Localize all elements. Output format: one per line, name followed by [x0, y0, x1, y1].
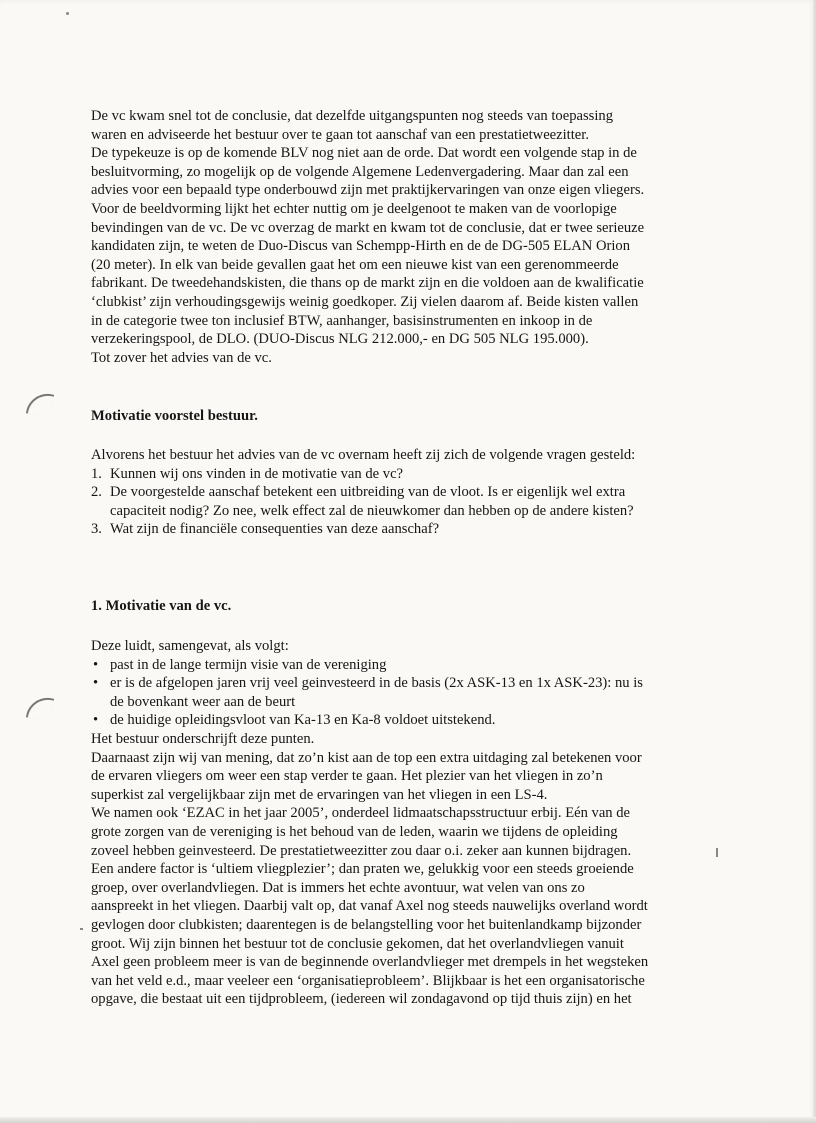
punch-hole-mark [26, 694, 54, 722]
text-line: De voorgestelde aanschaf betekent een uitbreiding van de vloot. Is er eigenlijk wel extra [110, 484, 626, 501]
text-line: Voor de beeldvorming lijkt het echter nuttig om je deelgenoot te maken van de voorlopige [91, 200, 617, 217]
bullet-item [91, 674, 701, 711]
scan-speck [80, 928, 83, 930]
question-number: 2. [91, 484, 102, 501]
text-line: De typekeuze is op de komende BLV nog niet aan de orde. Dat wordt een volgende stap in de [91, 145, 637, 162]
text-line: gevlogen door clubkisten; daarentegen is de belangstelling voor het buitenlandkamp bijzonder [91, 916, 642, 933]
text-line: Wat zijn de financiële consequenties van deze aanschaf? [110, 521, 440, 538]
text-line: de bovenkant weer aan de beurt [110, 693, 296, 710]
question-item [91, 465, 701, 484]
questions-block [91, 446, 701, 539]
bullet-item [91, 711, 701, 730]
text-line: kandidaten zijn, te weten de Duo-Discus van Schempp-Hirth en de de DG-505 ELAN Orion [91, 238, 631, 255]
text-line: er is de afgelopen jaren vrij veel geinvesteerd in de basis (2x ASK-13 en 1x ASK-23): nu is [110, 675, 643, 692]
text-line: ‘clubkist’ zijn verhoudingsgewijs weinig goedkoper. Zij vielen daarom af. Beide kisten vallen [91, 293, 639, 310]
text-line: Het bestuur onderschrijft deze punten. [91, 730, 315, 747]
intro-question: Alvorens het bestuur het advies van de vc overnam heeft zij zich de volgende vragen gesteld: [91, 447, 636, 463]
bullet-icon: • [93, 675, 99, 692]
question-item [91, 520, 701, 539]
paragraph-bestuur-motivatie [91, 730, 701, 1009]
question-number: 3. [91, 521, 102, 538]
text-line: Tot zover het advies van de vc. [91, 349, 272, 366]
text-line: grote zorgen van de vereniging is het behoud van de leden, waarin we tijdens de opleiding [91, 823, 618, 840]
scan-speck [66, 12, 69, 15]
text-line: bevindingen van de vc. De vc overzag de markt en kwam tot de conclusie, dat er twee serieuze [91, 219, 645, 236]
question-number: 1. [91, 465, 102, 482]
text-line: aanspreekt in het vliegen. Daarbij valt op, dat vanaf Axel nog steeds nauwelijks overland wordt [91, 898, 648, 915]
bullet-item [91, 656, 701, 675]
text-line: zoveel hebben geinvesteerd. De prestatietweezitter zou daar o.i. zeker aan kunnen bijdragen. [91, 842, 632, 859]
text-line: advies voor een bepaald type onderbouwd zijn met praktijkervaringen van onze eigen vliegers. [91, 182, 645, 199]
heading-motivatie-van-de-vc: 1. Motivatie van de vc. [91, 598, 232, 614]
text-line: waren en adviseerde het bestuur over te gaan tot aanschaf van een prestatietweezitter. [91, 126, 589, 143]
text-line: Een andere factor is ‘ultiem vliegplezier’; dan praten we, gelukkig voor een steeds groeiende [91, 861, 634, 878]
bullet-icon: • [93, 712, 99, 729]
punch-hole-mark [26, 390, 54, 418]
text-line: Kunnen wij ons vinden in de motivatie van de vc? [110, 465, 404, 482]
question-item [91, 483, 701, 520]
section-1-intro: Deze luidt, samengevat, als volgt: [91, 638, 289, 654]
text-line: (20 meter). In elk van beide gevallen gaat het om een nieuwe kist van een gerenommeerde [91, 256, 619, 273]
scan-speck [716, 848, 718, 857]
text-line: de ervaren vliegers om weer een stap verder te gaan. Het plezier van het vliegen in zo’n [91, 768, 603, 785]
numbered-question-list [91, 465, 701, 539]
text-line: past in de lange termijn visie van de vereniging [110, 656, 387, 673]
text-line: superkist zal vergelijkbaar zijn met de ervaringen van het vliegen in een LS-4. [91, 786, 548, 803]
text-line: De vc kwam snel tot de conclusie, dat dezelfde uitgangspunten nog steeds van toepassing [91, 108, 613, 124]
bullet-icon: • [93, 656, 99, 673]
bullet-list [91, 656, 701, 730]
text-line: verzekeringspool, de DLO. (DUO-Discus NLG 212.000,- en DG 505 NLG 195.000). [91, 331, 589, 348]
text-line: We namen ook ‘EZAC in het jaar 2005’, onderdeel lidmaatschapsstructuur erbij. Eén van de [91, 805, 631, 822]
text-line: de huidige opleidingsvloot van Ka-13 en Ka-8 voldoet uitstekend. [110, 712, 496, 729]
text-line: besluitvorming, zo mogelijk op de volgende Algemene Ledenvergadering. Maar dan zal een [91, 163, 629, 180]
text-line: capaciteit nodig? Zo nee, welk effect zal de nieuwkomer dan hebben op de andere kisten? [110, 502, 634, 519]
text-line: Daarnaast zijn wij van mening, dat zo’n kist aan de top een extra uitdaging zal betekenen voor [91, 749, 642, 766]
text-line: groep, over overlandvliegen. Dat is immers het echte avontuur, wat velen van ons zo [91, 879, 585, 896]
heading-motivatie-voorstel-bestuur: Motivatie voorstel bestuur. [91, 408, 258, 424]
text-line: opgave, die bestaat uit een tijdprobleem, (iedereen wil zondagavond op tijd thuis zijn) en het [91, 991, 632, 1008]
text-line: fabrikant. De tweedehandskisten, die thans op de markt zijn en die voldoen aan de kwalificatie [91, 275, 644, 292]
text-line: Axel geen probleem meer is van de beginnende overlandvlieger met drempels in het wegsteken [91, 954, 649, 971]
paragraph-advies-vc [91, 107, 701, 367]
text-line: van het veld e.d., maar veeleer een ‘organisatieprobleem’. Blijkbaar is het een organisatorische [91, 972, 645, 989]
section-1-body [91, 637, 701, 1009]
page-edge-bottom [0, 1117, 816, 1123]
text-line: groot. Wij zijn binnen het bestuur tot de conclusie gekomen, dat het overlandvliegen vanuit [91, 935, 624, 952]
text-line: in de categorie twee ton inclusief BTW, aanhanger, basisinstrumenten en inkoop in de [91, 312, 593, 329]
